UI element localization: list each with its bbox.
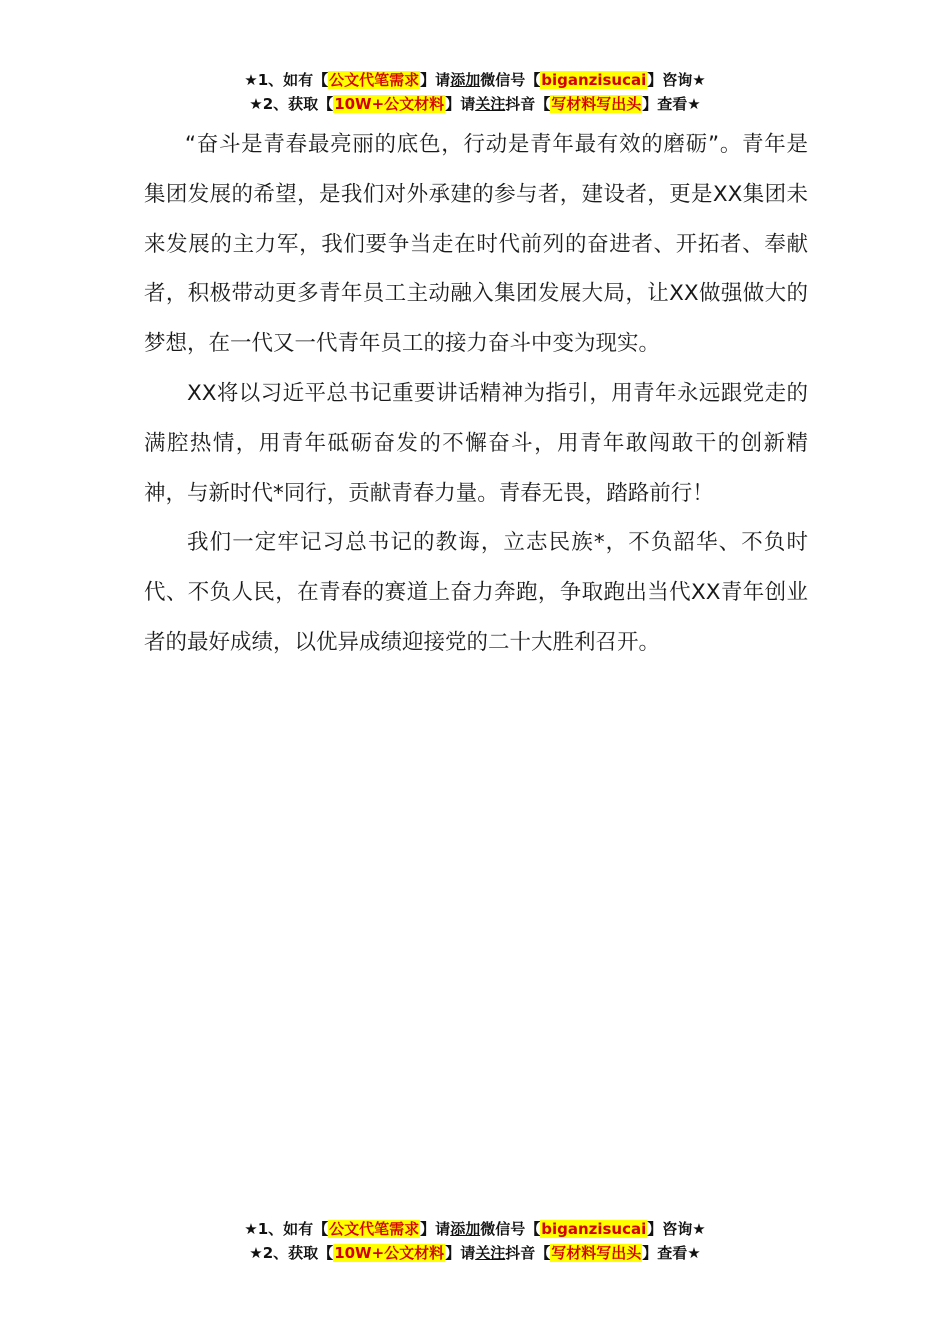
footer-line-1-prefix: ★1、如有【 bbox=[244, 1220, 329, 1238]
header-highlight-wechat-id: biganzisucai bbox=[541, 71, 647, 89]
paragraph-2: XX将以习近平总书记重要讲话精神为指引，用青年永远跟党走的满腔热情，用青年砥砺奋发的不懈奋斗，用青年敢闯敢干的创新精神，与新时代*同行，贡献青春力量。青春无畏，踏路前行！ bbox=[144, 380, 808, 506]
footer-line-1-suffix: 】咨询★ bbox=[647, 1220, 706, 1238]
header-underline-follow: 关注 bbox=[475, 95, 506, 113]
footer-line-2-text-2: 抖音【 bbox=[505, 1244, 551, 1262]
footer-line-1-text: 】请 bbox=[420, 1220, 451, 1238]
footer-highlight-douyin-name: 写材料写出头 bbox=[551, 1244, 642, 1262]
header-line-2-text: 】请 bbox=[445, 95, 476, 113]
header-line-1-text: 】请 bbox=[420, 71, 451, 89]
footer-line-2-text: 】请 bbox=[445, 1244, 476, 1262]
header-banner bbox=[0, 68, 950, 116]
header-line-1-suffix: 】咨询★ bbox=[647, 71, 706, 89]
footer-line-2-suffix: 】查看★ bbox=[642, 1244, 701, 1262]
header-line-2-text-2: 抖音【 bbox=[505, 95, 551, 113]
footer-banner bbox=[0, 1217, 950, 1265]
footer-line-2-prefix: ★2、获取【 bbox=[249, 1244, 334, 1262]
paragraph-3: 我们一定牢记习总书记的教诲，立志民族*，不负韶华、不负时代、不负人民，在青春的赛道上奋力奔跑，争取跑出当代XX青年创业者的最好成绩，以优异成绩迎接党的二十大胜利召开。 bbox=[144, 530, 808, 655]
header-line-2-prefix: ★2、获取【 bbox=[249, 95, 334, 113]
document-body bbox=[144, 120, 808, 668]
header-highlight-materials: 10W+公文材料 bbox=[334, 95, 445, 113]
header-line-2-suffix: 】查看★ bbox=[642, 95, 701, 113]
paragraph-1: “奋斗是青春最亮丽的底色，行动是青年最有效的磨砺”。青年是集团发展的希望，是我们对外承建的参与者，建设者，更是XX集团未来发展的主力军，我们要争当走在时代前列的奋进者、开拓者、奉献者，积极带动更多青年员工主动融入集团发展大局，让XX做强做大的梦想，在一代又一代青年员工的接力奋斗中变为现实。 bbox=[144, 132, 808, 357]
footer-line-1 bbox=[0, 1217, 950, 1241]
footer-line-2 bbox=[0, 1241, 950, 1265]
footer-highlight-service: 公文代笔需求 bbox=[329, 1220, 420, 1238]
header-highlight-service: 公文代笔需求 bbox=[329, 71, 420, 89]
footer-underline-follow: 关注 bbox=[475, 1244, 506, 1262]
footer-underline-add: 添加 bbox=[450, 1220, 481, 1238]
header-line-1-prefix: ★1、如有【 bbox=[244, 71, 329, 89]
header-line-1-text-2: 微信号【 bbox=[480, 71, 541, 89]
header-underline-add: 添加 bbox=[450, 71, 481, 89]
footer-line-1-text-2: 微信号【 bbox=[480, 1220, 541, 1238]
header-highlight-douyin-name: 写材料写出头 bbox=[551, 95, 642, 113]
header-line-1 bbox=[0, 68, 950, 92]
header-line-2 bbox=[0, 92, 950, 116]
footer-highlight-materials: 10W+公文材料 bbox=[334, 1244, 445, 1262]
footer-highlight-wechat-id: biganzisucai bbox=[541, 1220, 647, 1238]
